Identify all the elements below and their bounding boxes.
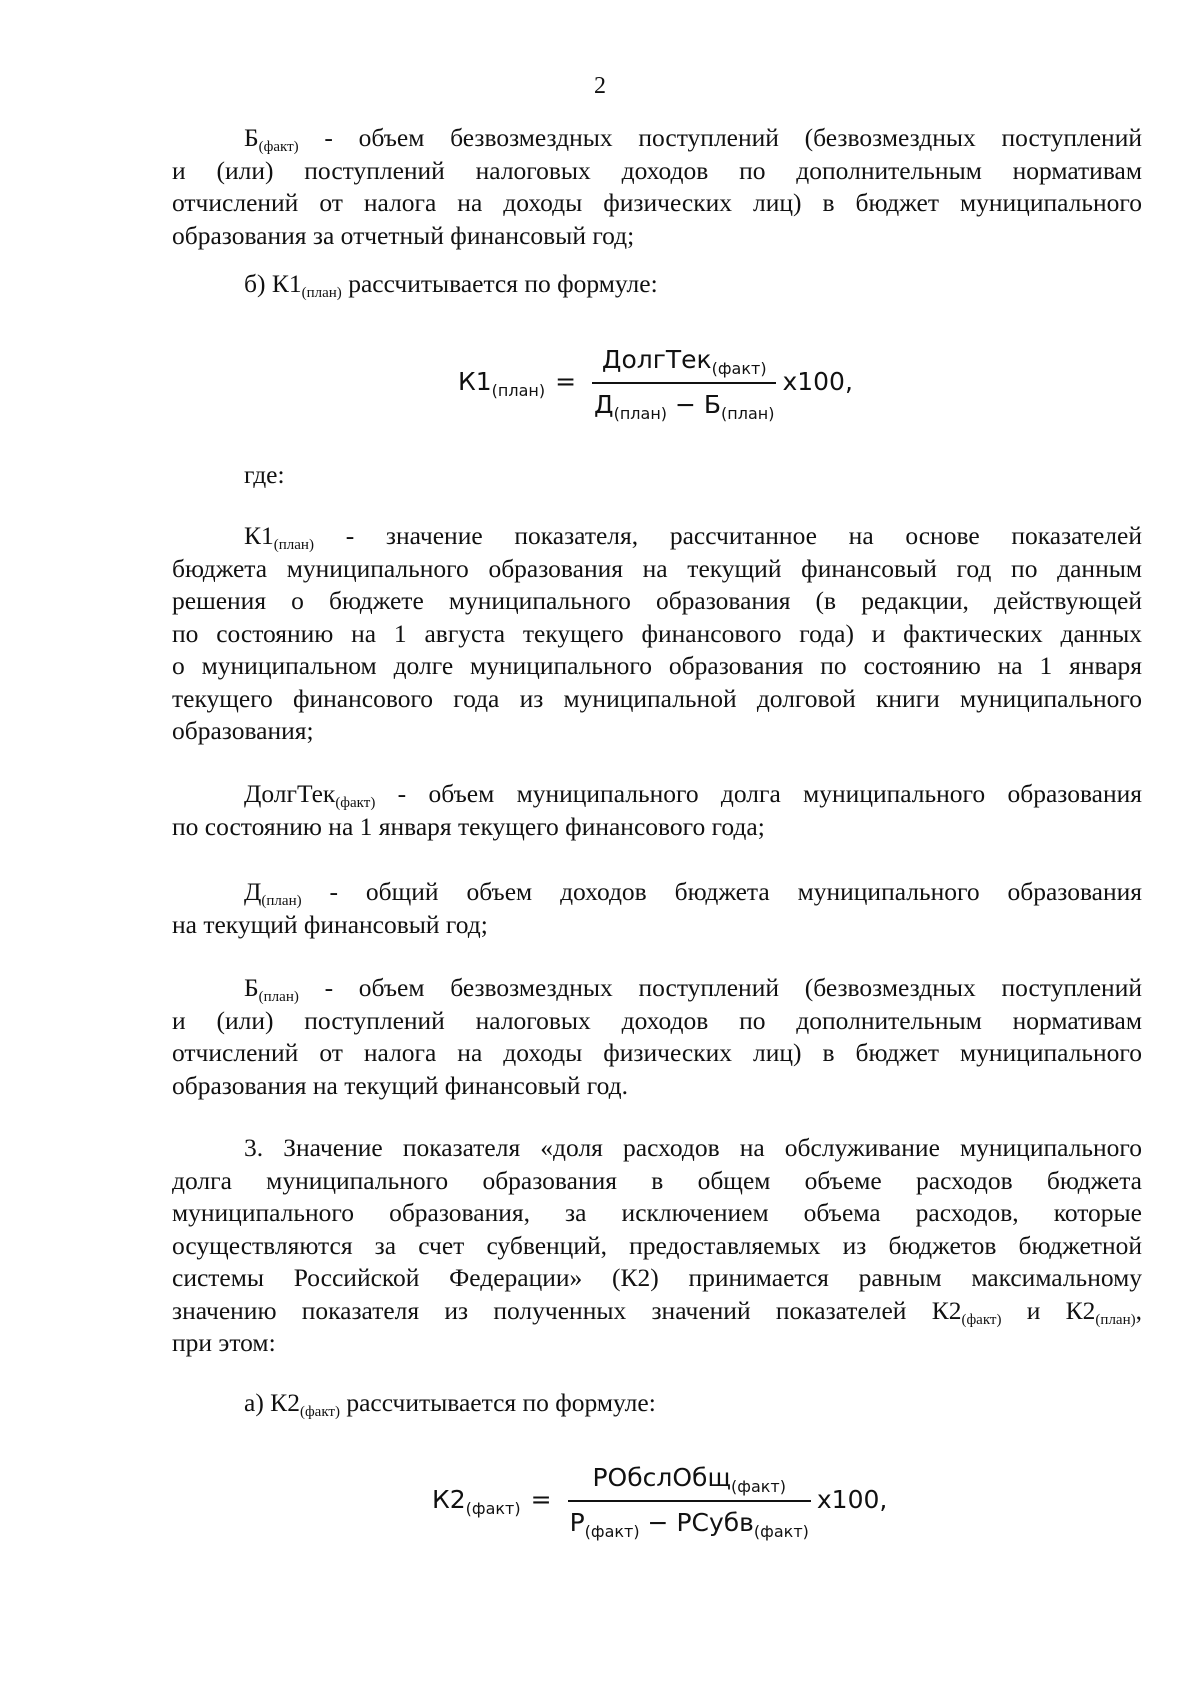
inline-subscript: (факт) bbox=[961, 1311, 1002, 1328]
denominator bbox=[592, 382, 776, 422]
lhs-symbol: К1 bbox=[458, 367, 492, 397]
text-fragment: и К2 bbox=[1001, 1295, 1096, 1325]
text-line: долга муниципального образования в общем объеме расходов бюджета bbox=[172, 1165, 1142, 1195]
intro-subscript: (план) bbox=[301, 285, 342, 301]
formula-k1-plan bbox=[458, 344, 853, 421]
definition-d-plan bbox=[172, 876, 1142, 941]
term-subscript: (план) bbox=[261, 893, 302, 909]
denominator-symbol: Д bbox=[594, 389, 614, 419]
text-line: на текущий финансовый год; bbox=[172, 909, 488, 939]
where-label: где: bbox=[244, 460, 285, 489]
definition-b-plan bbox=[172, 972, 1142, 1102]
term-symbol: Б bbox=[244, 973, 259, 1002]
text-line: по состоянию на 1 августа текущего финансового года) и фактических данных bbox=[172, 618, 1142, 648]
text-fragment: значению показателя из полученных значений показателей К2 bbox=[172, 1295, 962, 1325]
item-3 bbox=[172, 1132, 1142, 1360]
lhs-subscript: (план) bbox=[491, 381, 546, 401]
term-symbol: ДолгТек bbox=[244, 779, 336, 808]
equals-sign: = bbox=[555, 367, 577, 397]
text-line: образования; bbox=[172, 716, 314, 745]
formula-lhs bbox=[432, 1484, 521, 1517]
intro-subscript: (факт) bbox=[299, 1404, 340, 1420]
text-line: муниципального образования, за исключением объема расходов, которые bbox=[172, 1198, 1142, 1227]
intro-text: рассчитывается по формуле: bbox=[341, 269, 658, 298]
text-line: осуществляются за счет субвенций, предоставляемых из бюджетов бюджетной bbox=[172, 1230, 1142, 1260]
term-symbol: Б bbox=[244, 123, 259, 152]
term-symbol: К1 bbox=[244, 521, 274, 550]
text-line: отчислений от налога на доходы физических лиц) в бюджет муниципального bbox=[172, 1038, 1142, 1067]
text-line: системы Российской Федерации» (К2) принимается равным максимальному bbox=[172, 1263, 1142, 1292]
intro-text: рассчитывается по формуле: bbox=[339, 1388, 656, 1417]
numerator bbox=[600, 344, 769, 382]
text-line: - объем безвозмездных поступлений (безвозмездных поступлений bbox=[298, 123, 1142, 152]
numerator-subscript: (факт) bbox=[731, 1477, 786, 1496]
denominator-subscript: (факт) bbox=[584, 1521, 640, 1541]
numerator-subscript: (факт) bbox=[711, 359, 767, 378]
definition-b-fakt bbox=[172, 122, 1142, 252]
definition-dolgtek bbox=[172, 778, 1142, 843]
multiplier: х100, bbox=[816, 1485, 888, 1515]
text-line-with-subscripts bbox=[172, 1295, 1142, 1328]
numerator-symbol: ДолгТек bbox=[601, 345, 712, 374]
page-number: 2 bbox=[594, 73, 606, 99]
multiplier: х100, bbox=[782, 367, 853, 397]
text-line: и (или) поступлений налоговых доходов по дополнительным нормативам bbox=[172, 155, 1142, 185]
intro-text: а) К2 bbox=[244, 1388, 300, 1417]
denominator-subscript: (факт) bbox=[753, 1521, 809, 1541]
denominator-subscript: (план) bbox=[721, 403, 775, 423]
denominator-symbol: Б bbox=[703, 389, 722, 419]
term-symbol: Д bbox=[244, 877, 262, 906]
text-line: - общий объем доходов бюджета муниципального образования bbox=[301, 877, 1142, 906]
denominator-subscript: (план) bbox=[613, 403, 668, 423]
k1-plan-intro bbox=[172, 268, 1142, 301]
term-subscript: (факт) bbox=[335, 795, 376, 811]
minus-sign: − bbox=[639, 1507, 677, 1537]
lhs-symbol: К2 bbox=[432, 1485, 466, 1515]
text-line: - объем безвозмездных поступлений (безвозмездных поступлений bbox=[298, 973, 1142, 1002]
definition-k1-plan bbox=[172, 520, 1142, 748]
text-line: 3. Значение показателя «доля расходов на обслуживание муниципального bbox=[244, 1133, 1142, 1162]
term-subscript: (план) bbox=[258, 989, 299, 1005]
text-line: и (или) поступлений налоговых доходов по дополнительным нормативам bbox=[172, 1005, 1142, 1035]
fraction bbox=[592, 344, 776, 421]
text-line: решения о бюджете муниципального образования (в редакции, действующей bbox=[172, 586, 1142, 615]
intro-text: б) К1 bbox=[244, 269, 302, 298]
denominator-symbol: Р bbox=[569, 1507, 585, 1537]
text-line: при этом: bbox=[172, 1328, 276, 1357]
inline-subscript: (план) bbox=[1095, 1311, 1136, 1328]
text-line: - значение показателя, рассчитанное на основе показателей bbox=[313, 521, 1142, 550]
denominator bbox=[568, 1500, 811, 1540]
text-line: образования за отчетный финансовый год; bbox=[172, 220, 635, 250]
text-line: текущего финансового года из муниципальной долговой книги муниципального bbox=[172, 683, 1142, 713]
formula-k2-fakt bbox=[432, 1462, 887, 1539]
text-fragment: , bbox=[1135, 1295, 1142, 1325]
minus-sign: − bbox=[667, 389, 704, 419]
term-subscript: (факт) bbox=[258, 139, 299, 155]
lhs-subscript: (факт) bbox=[465, 1499, 521, 1519]
term-subscript: (план) bbox=[273, 537, 314, 553]
equals-sign: = bbox=[530, 1485, 552, 1515]
k2-fakt-intro bbox=[172, 1387, 1142, 1420]
numerator-symbol: РОбслОбщ bbox=[592, 1463, 732, 1492]
fraction bbox=[568, 1462, 811, 1539]
formula-lhs bbox=[458, 366, 545, 399]
text-line: отчислений от налога на доходы физических лиц) в бюджет муниципального bbox=[172, 188, 1142, 217]
text-line: по состоянию на 1 января текущего финансового года; bbox=[172, 811, 765, 841]
text-line: бюджета муниципального образования на текущий финансовый год по данным bbox=[172, 553, 1142, 583]
where-label-para bbox=[172, 459, 1142, 492]
denominator-symbol: РСубв bbox=[676, 1507, 754, 1537]
text-line: образования на текущий финансовый год. bbox=[172, 1070, 628, 1100]
text-line: о муниципальном долге муниципального образования по состоянию на 1 января bbox=[172, 651, 1142, 680]
text-line: - объем муниципального долга муниципального образования bbox=[375, 779, 1142, 808]
numerator bbox=[590, 1462, 788, 1500]
